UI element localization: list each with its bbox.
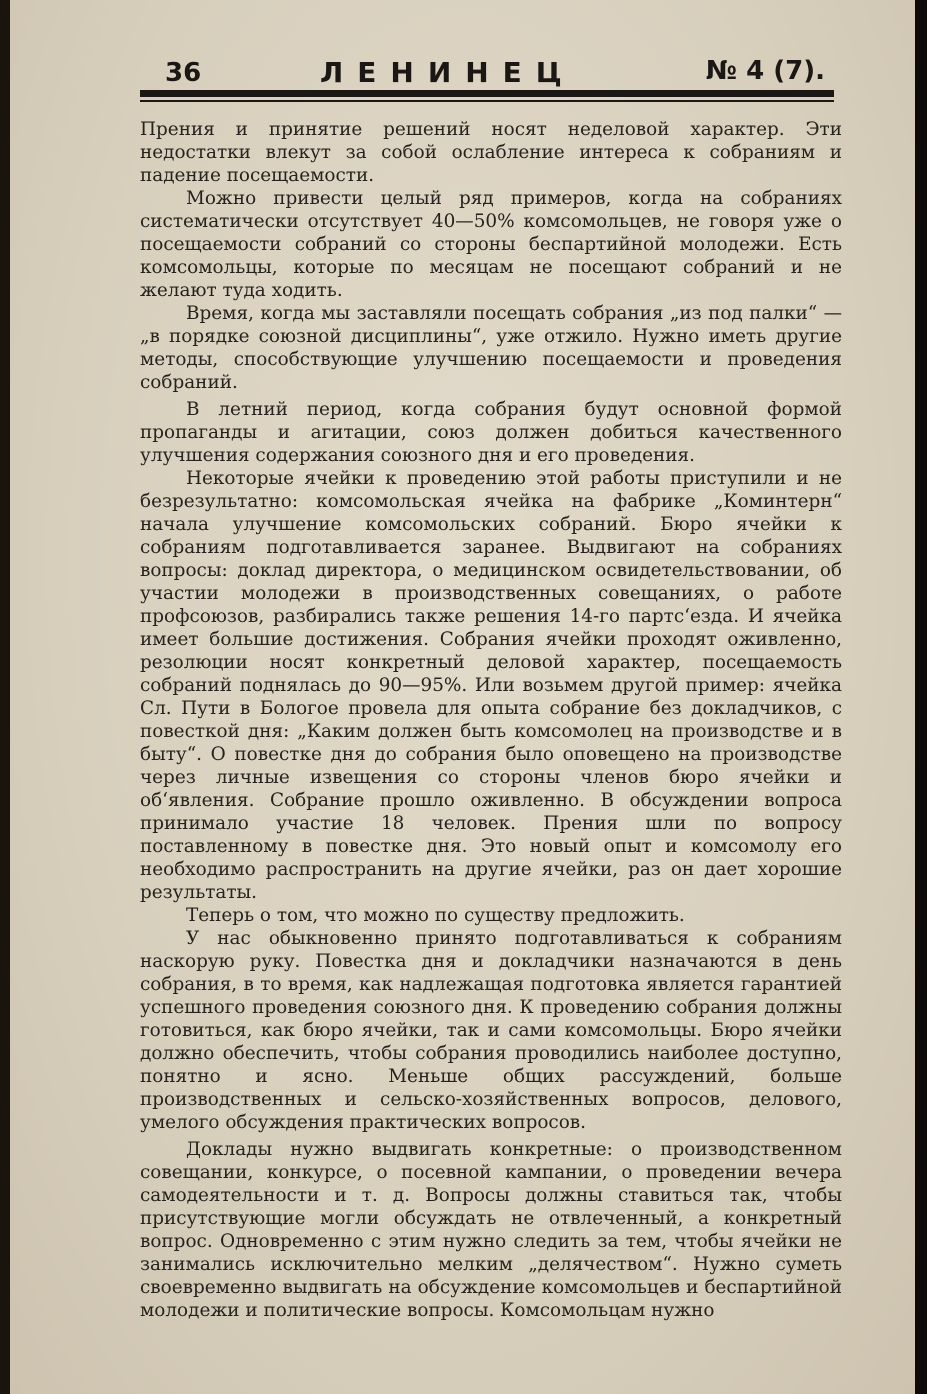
issue-number: № 4 (7). bbox=[705, 56, 825, 86]
page-number: 36 bbox=[165, 58, 202, 88]
header-rule-thick bbox=[140, 90, 834, 97]
paragraph: В летний период, когда собрания будут основной формой пропаганды и агитации, союз должен добиться качественного улучшения содержания союзного дня и его проведения. bbox=[140, 399, 842, 466]
paragraph: Время, когда мы заставляли посещать собрания „из под палки“ — „в порядке союзной дисциплины“, уже отжило. Нужно иметь другие методы, способствующие улучшению посещаемости и проведения собраний. bbox=[140, 303, 842, 393]
journal-title: ЛЕНИНЕЦ bbox=[320, 56, 576, 89]
paragraph: Прения и принятие решений носят неделовой характер. Эти недостатки влекут за собой ослабление интереса к собраниям и падение посещаемости. bbox=[140, 119, 842, 186]
paragraph: У нас обыкновенно принято подготавливаться к собраниям наскорую руку. Повестка дня и докладчики назначаются в день собрания, в то время, как надлежащая подготовка является гарантией успешного проведения союзного дня. К проведению собрания должны готовиться, как бюро ячейки, так и сами комсомольцы. Бюро ячейки должно обеспечить, чтобы собрания проводились наиболее доступно, понятно и ясно. Меньше общих рассуждений, больше производственных и сельско-хозяйственных вопросов, делового, умелого обсуждения практических вопросов. bbox=[140, 928, 842, 1133]
page-header bbox=[155, 52, 845, 92]
paragraph: Некоторые ячейки к проведению этой работы приступили и не безрезультатно: комсомольская ячейка на фабрике „Коминтерн“ начала улучшение комсомольских собраний. Бюро ячейки к собраниям подготавливается заранее. Выдвигают на собраниях вопросы: доклад директора, о медицинском освидетельствовании, об участии молодежи в производственных совещаниях, о работе профсоюзов, разбирались также решения 14-го партс‘езда. И ячейка имеет большие достижения. Собрания ячейки проходят оживленно, резолюции носят конкретный деловой характер, посещаемость собраний поднялась до 90—95%. Или возьмем другой пример: ячейка Сл. Пути в Бологое провела для опыта собрание без докладчиков, с повесткой дня: „Каким должен быть комсомолец на производстве и в быту“. О повестке дня до собрания было оповещено на производстве через личные извещения со стороны членов бюро ячейки и об‘явления. Собрание прошло оживленно. В обсуждении вопроса принимало участие 18 человек. Прения шли по вопросу поставленному в повестке дня. Это новый опыт и комсомолу его необходимо распространить на другие ячейки, раз он дает хорошие результаты. bbox=[140, 468, 842, 903]
paragraph: Теперь о том, что можно по существу предложить. bbox=[186, 905, 685, 926]
header-rule-thin bbox=[140, 100, 834, 102]
article-body bbox=[140, 118, 842, 1322]
paragraph: Доклады нужно выдвигать конкретные: о производственном совещании, конкурсе, о посевной кампании, о проведении вечера самодеятельности и т. д. Вопросы должны ставиться так, чтобы присутствующие могли обсуждать не отвлеченный, а конкретный вопрос. Одновременно с этим нужно следить за тем, чтобы ячейки не занимались исключительно мелким „делячеством“. Нужно суметь своевременно выдвигать на обсуждение комсомольцев и беспартийной молодежи и политические вопросы. Комсомольцам нужно bbox=[140, 1139, 842, 1321]
paragraph: Можно привести целый ряд примеров, когда на собраниях систематически отсутствует 40—50% комсомольцев, не говоря уже о посещаемости собраний со стороны беспартийной молодежи. Есть комсомольцы, которые по месяцам не посещают собраний и не желают туда ходить. bbox=[140, 188, 842, 301]
